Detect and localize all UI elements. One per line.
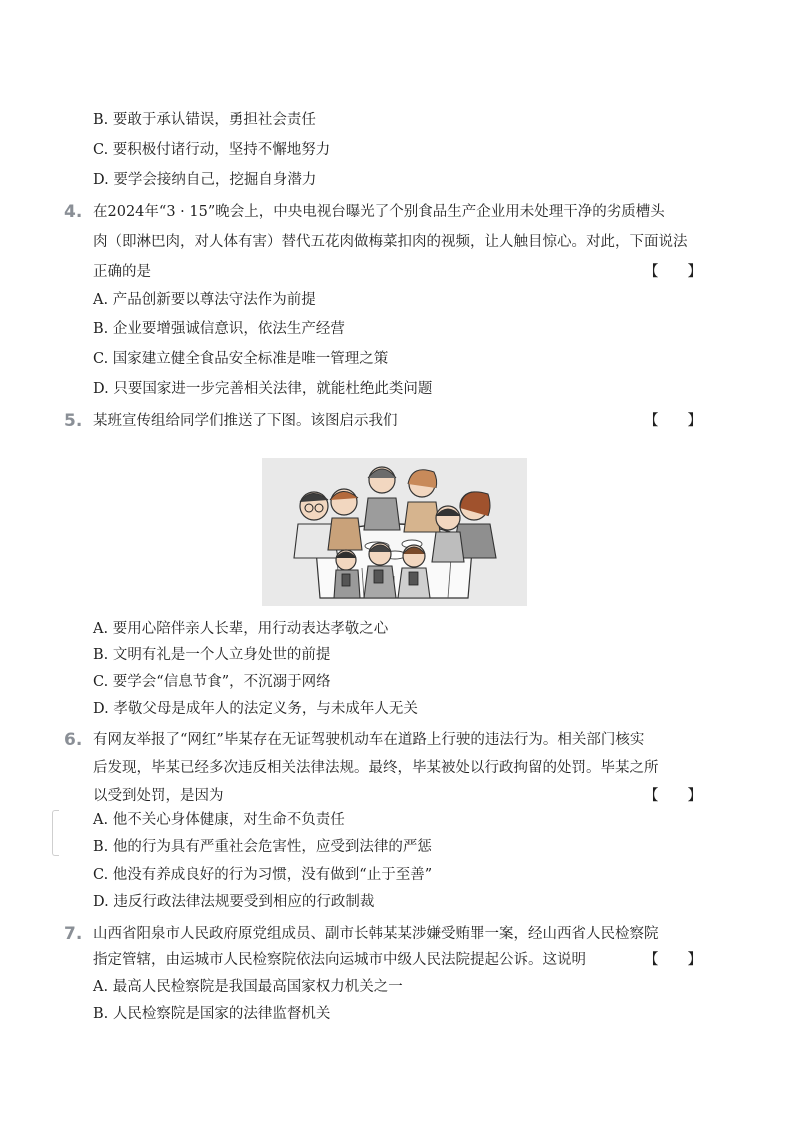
q3-option-d: D. 要学会接纳自己，挖掘自身潜力 — [93, 172, 317, 188]
q7-option-b: B. 人民检察院是国家的法律监督机关 — [93, 1006, 331, 1022]
q7-number: 7. — [64, 924, 83, 944]
q6-option-a: A. 他不关心身体健康，对生命不负责任 — [93, 812, 345, 828]
q7-stem-line-1: 山西省阳泉市人民政府原党组成员、副市长韩某某涉嫌受贿罪一案，经山西省人民检察院 — [93, 926, 659, 942]
q6-answer-bracket: 【 】 — [644, 788, 702, 804]
q6-option-d: D. 违反行政法律法规要受到相应的行政制裁 — [93, 894, 375, 910]
q4-stem-line-1: 在2024年“3 · 15”晚会上，中央电视台曝光了个别食品生产企业用未处理干净的劣质槽头 — [93, 204, 665, 220]
q5-option-b: B. 文明有礼是一个人立身处世的前提 — [93, 647, 331, 663]
q4-option-b: B. 企业要增强诚信意识，依法生产经营 — [93, 321, 345, 337]
q4-stem-line-2: 肉（即淋巴肉，对人体有害）替代五花肉做梅菜扣肉的视频，让人触目惊心。对此，下面说法 — [93, 234, 688, 250]
q6-stem-line-2: 后发现，毕某已经多次违反相关法律法规。最终，毕某被处以行政拘留的处罚。毕某之所 — [93, 760, 659, 776]
q5-option-a: A. 要用心陪伴亲人长辈，用行动表达孝敬之心 — [93, 621, 389, 637]
q4-number: 4. — [64, 202, 83, 222]
q7-answer-bracket: 【 】 — [644, 952, 702, 968]
q4-answer-bracket: 【 】 — [644, 264, 702, 280]
q6-stem-line-3: 以受到处罚，是因为 — [93, 788, 224, 804]
q3-option-c: C. 要积极付诸行动，坚持不懈地努力 — [93, 142, 331, 158]
q5-option-c: C. 要学会“信息节食”，不沉溺于网络 — [93, 674, 331, 690]
q4-option-d: D. 只要国家进一步完善相关法律，就能杜绝此类问题 — [93, 381, 433, 397]
q6-option-c: C. 他没有养成良好的行为习惯，没有做到“止于至善” — [93, 867, 433, 883]
q7-stem-line-2: 指定管辖，由运城市人民检察院依法向运城市中级人民法院提起公诉。这说明 — [93, 952, 586, 968]
q4-option-a: A. 产品创新要以尊法守法作为前提 — [93, 292, 316, 308]
q6-option-b: B. 他的行为具有严重社会危害性，应受到法律的严惩 — [93, 839, 432, 855]
margin-mark — [52, 810, 59, 856]
q5-option-d: D. 孝敬父母是成年人的法定义务，与未成年人无关 — [93, 701, 418, 717]
q7-option-a: A. 最高人民检察院是我国最高国家权力机关之一 — [93, 979, 403, 995]
q5-number: 5. — [64, 411, 83, 431]
q4-option-c: C. 国家建立健全食品安全标准是唯一管理之策 — [93, 351, 389, 367]
family-dinner-illustration — [262, 458, 527, 606]
q5-answer-bracket: 【 】 — [644, 413, 702, 429]
q5-stem-line-1: 某班宣传组给同学们推送了下图。该图启示我们 — [93, 413, 398, 429]
q4-stem-line-3: 正确的是 — [93, 264, 151, 280]
q3-option-b: B. 要敢于承认错误，勇担社会责任 — [93, 112, 316, 128]
q6-number: 6. — [64, 730, 83, 750]
q6-stem-line-1: 有网友举报了“网红”毕某存在无证驾驶机动车在道路上行驶的违法行为。相关部门核实 — [93, 732, 645, 748]
family-dinner-drawing — [262, 458, 527, 606]
